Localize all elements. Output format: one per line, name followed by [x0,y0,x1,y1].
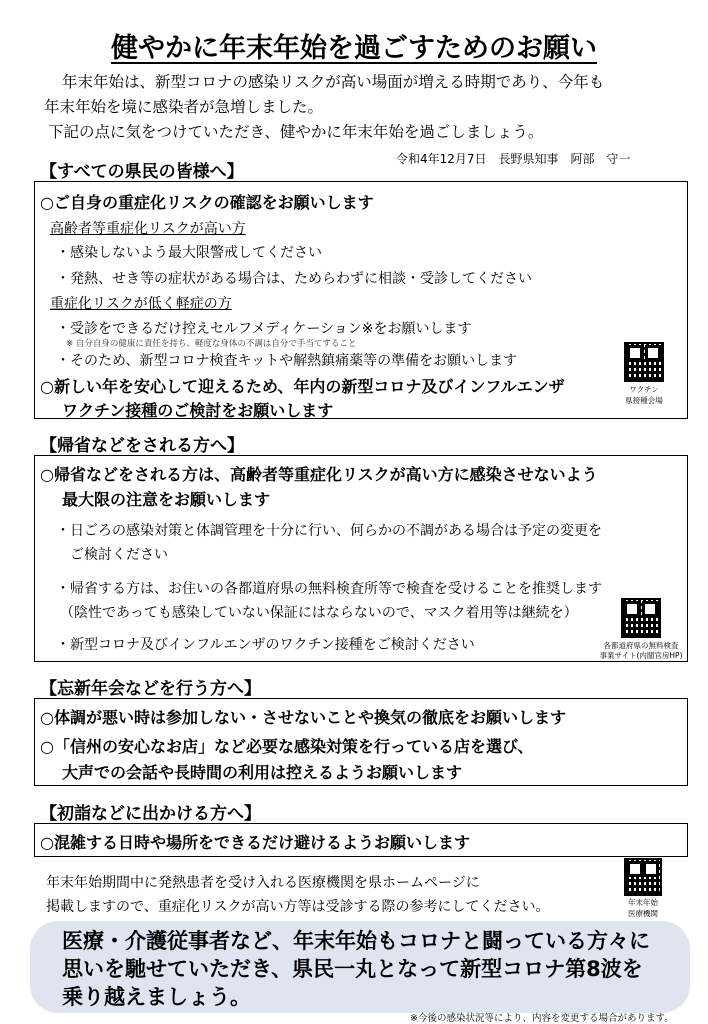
banner-line-2: 思いを馳せていただき、県民一丸となって新型コロナ第8波を [62,957,643,981]
homecoming-bullet-2-line-2: （陰性であっても感染していない保証にはならないので、マスク着用等は継続を） [60,605,578,621]
qr-caption-medical-1: 年末年始 [628,898,658,907]
homecoming-bullet-2-line-1: ・帰省する方は、お住いの各都道府県の無料検査所等で検査を受けることを推奨します [56,581,602,597]
signature: 令和4年12月7日 長野県知事 阿部 守一 [396,152,631,166]
party-item-2-line-1: ○「信州の安心なお店」など必要な感染対策を行っている店を選び、 [40,737,534,756]
section-heading-shrine: 【初詣などに出かける方へ】 [40,804,261,824]
homecoming-bullet-1-line-2: ご検討ください [70,547,168,563]
bottom-note: ※今後の感染状況等により、内容を変更する場合があります。 [410,1013,674,1024]
banner-line-1: 医療・介護従事者など、年末年始もコロナと闘っている方々に [62,929,650,953]
qr-caption-vaccine-1: ワクチン [629,385,659,394]
self-medication-note: ※ 自分自身の健康に責任を持ち、軽度な身体の不調は自分で手当てすること [66,339,357,349]
party-item-1: ○体調が悪い時は参加しない・させないことや換気の徹底をお願いします [40,708,566,727]
qr-caption-testing-2: 事業サイト(内閣官房HP) [599,651,683,660]
qr-caption-medical-2: 医療機関 [628,909,658,918]
all-item-vaccine-line-1: ○新しい年を安心して迎えるため、年内の新型コロナ及びインフルエンザ [40,377,565,396]
low-risk-bullet-1: ・受診をできるだけ控えセルフメディケーション※をお願いします [56,321,472,337]
homecoming-bullet-3: ・新型コロナ及びインフルエンザのワクチン接種をご検討ください [56,637,475,653]
high-risk-bullet-1: ・感染しないよう最大限警戒してください [56,245,322,261]
low-risk-bullet-2: ・そのため、新型コロナ検査キットや解熱鎮痛薬等の準備をお願いします [56,353,518,369]
page-title: 健やかに年末年始を過ごすためのお願い [111,33,597,64]
intro-line-2: 年末年始を境に感染者が急増しました。 [44,98,324,116]
medical-note-line-1: 年末年始期間中に発熱患者を受け入れる医療機関を県ホームページに [46,875,480,891]
all-item-vaccine-line-2: ワクチン接種のご検討をお願いします [62,401,334,420]
banner-line-3: 乗り越えましょう。 [62,985,251,1009]
homecoming-item-line-1: ○帰省などをされる方は、高齢者等重症化リスクが高い方に感染させないよう [40,465,598,484]
high-risk-label: 高齢者等重症化リスクが高い方 [50,221,246,237]
low-risk-label: 重症化リスクが低く軽症の方 [50,296,232,312]
section-heading-party: 【忘新年会などを行う方へ】 [40,679,261,699]
intro-line-3: 下記の点に気をつけていただき、健やかに年末年始を過ごしましょう。 [48,123,544,141]
section-heading-homecoming: 【帰省などをされる方へ】 [40,436,244,456]
shrine-item-1: ○混雑する日時や場所をできるだけ避けるようお願いします [40,833,470,852]
homecoming-item-line-2: 最大限の注意をお願いします [62,490,271,509]
party-item-2-line-2: 大声での会話や長時間の利用は控えるようお願いします [62,763,463,782]
medical-note-line-2: 掲載しますので、重症化リスクが高い方等は受診する際の参考にしてください。 [46,899,550,915]
qr-caption-testing-1: 各都道府県の無料検査 [603,641,679,650]
intro-line-1: 年末年始は、新型コロナの感染リスクが高い場面が増える時期であり、今年も [62,73,605,91]
high-risk-bullet-2: ・発熱、せき等の症状がある場合は、ためらわずに相談・受診してください [56,271,532,287]
all-item-risk-check: ○ご自身の重症化リスクの確認をお願いします [40,193,374,212]
qr-code-vaccine-icon[interactable] [624,342,664,382]
section-heading-all: 【すべての県民の皆様へ】 [40,162,244,182]
qr-code-medical-icon[interactable] [624,858,662,896]
homecoming-bullet-1-line-1: ・日ごろの感染対策と体調管理を十分に行い、何らかの不調がある場合は予定の変更を [56,523,602,539]
appeal-banner [30,921,690,1013]
qr-code-testing-icon[interactable] [621,598,661,638]
qr-caption-vaccine-2: 県接種会場 [625,396,663,405]
